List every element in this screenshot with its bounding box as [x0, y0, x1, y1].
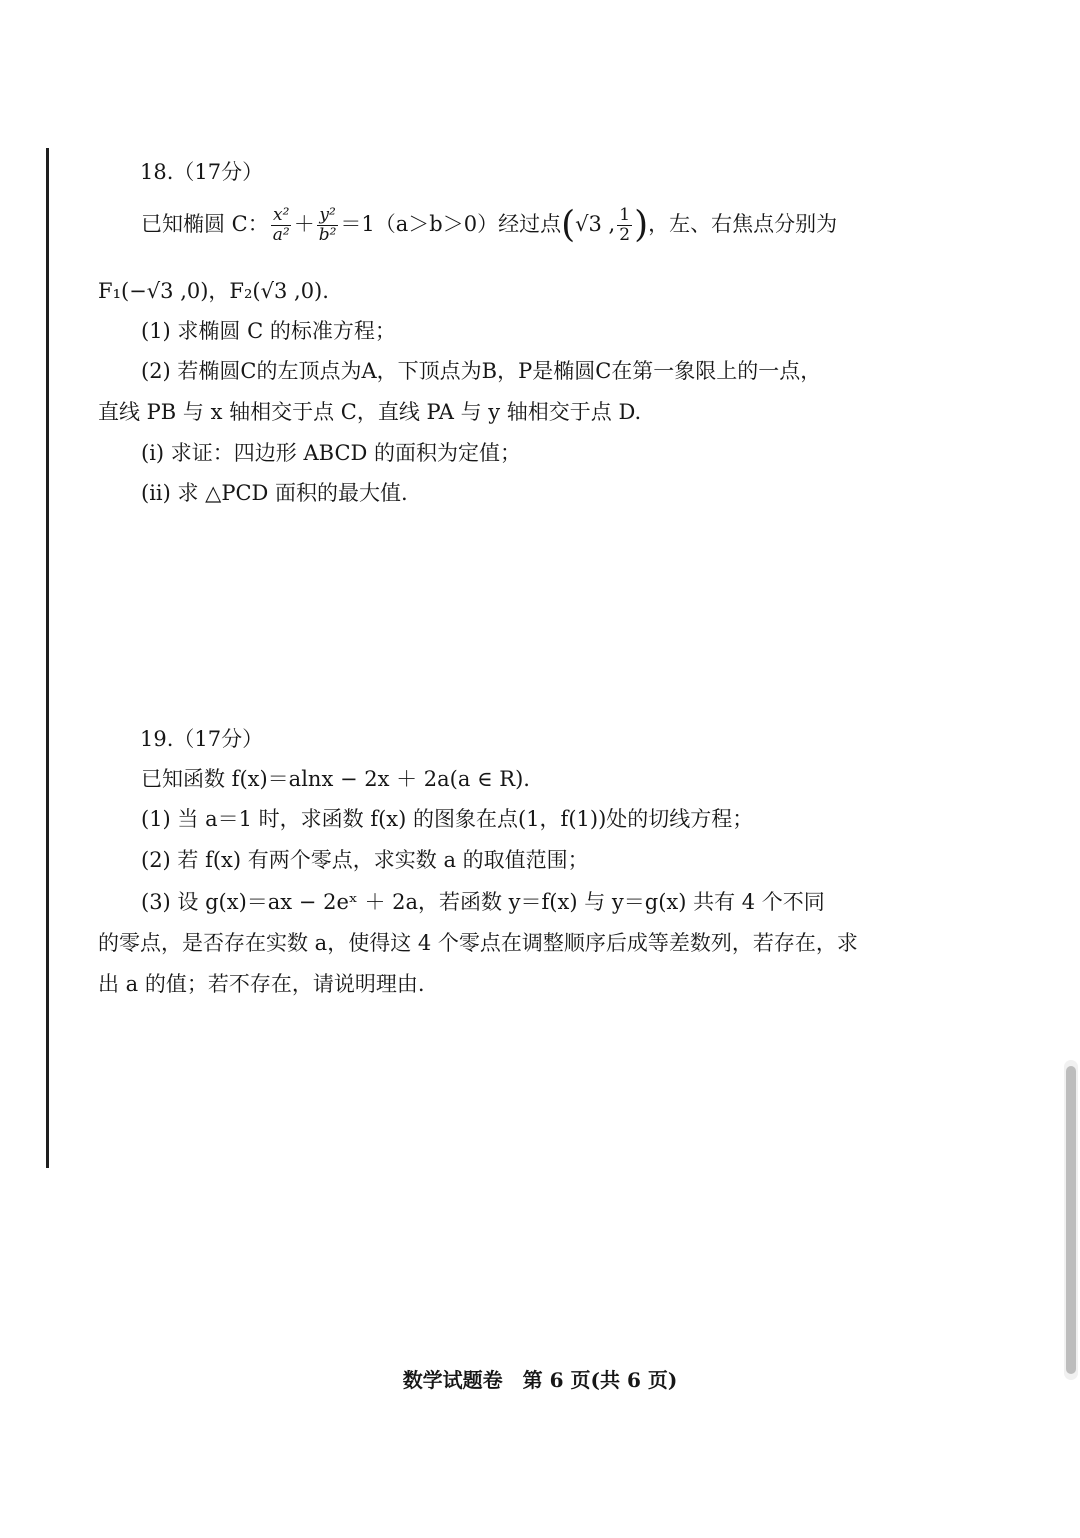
q18-intro-text-3: ，左、右焦点分别为: [648, 212, 838, 236]
q18-part2-i: (i) 求证：四边形 ABCD 的面积为定值；: [141, 441, 522, 465]
fraction-denominator: b²: [318, 225, 337, 245]
fraction-denominator: 2: [619, 225, 631, 245]
fraction-numerator: 1: [619, 205, 631, 225]
plus-sign: ＋: [293, 212, 315, 236]
vertical-scrollbar[interactable]: [1064, 1060, 1078, 1380]
q18-intro-text-1: 已知椭圆 C：: [141, 212, 269, 236]
q18-intro-text-2: ＝1（a＞b＞0）经过点: [340, 212, 562, 236]
q19-heading: 19.（17分）: [140, 727, 264, 751]
q18-part2-line2: 直线 PB 与 x 轴相交于点 C，直线 PA 与 y 轴相交于点 D.: [98, 400, 642, 424]
q19-part1: (1) 当 a＝1 时，求函数 f(x) 的图象在点(1，f(1))处的切线方程；: [141, 807, 754, 831]
q18-intro-line: [141, 202, 837, 246]
q19-part3-line2: 的零点，是否存在实数 a，使得这 4 个零点在调整顺序后成等差数列，若存在，求: [98, 931, 858, 955]
page-footer: 数学试题卷 第 6 页(共 6 页): [402, 1368, 678, 1392]
close-paren: ): [634, 204, 649, 246]
q18-part2-ii: (ii) 求 △PCD 面积的最大值.: [141, 481, 408, 505]
fraction-numerator: y²: [319, 205, 336, 225]
fraction-denominator: a²: [272, 225, 290, 245]
q18-part1: (1) 求椭圆 C 的标准方程；: [141, 319, 396, 343]
q19-part3-line3: 出 a 的值；若不存在，请说明理由.: [98, 972, 425, 996]
q19-part2: (2) 若 f(x) 有两个零点，求实数 a 的取值范围；: [141, 848, 589, 872]
open-paren: (: [561, 204, 576, 246]
q18-fraction-one-half: [617, 206, 632, 245]
q18-fraction-y2-b2: [317, 206, 339, 245]
q18-fraction-x2-a2: [271, 206, 292, 245]
fraction-numerator: x²: [273, 205, 290, 225]
q18-part2-line1: (2) 若椭圆C的左顶点为A，下顶点为B，P是椭圆C在第一象限上的一点，: [141, 359, 822, 383]
point-x-coordinate: √3 ,: [575, 212, 616, 236]
page-margin-rule: [46, 148, 49, 1168]
q18-foci: F₁(−√3 ,0)，F₂(√3 ,0).: [98, 279, 329, 303]
q18-heading: 18.（17分）: [140, 160, 264, 184]
q19-intro: 已知函数 f(x)＝alnx − 2x ＋ 2a(a ∈ R).: [141, 767, 530, 791]
scrollbar-thumb[interactable]: [1066, 1066, 1076, 1374]
q19-part3-line1: (3) 设 g(x)＝ax − 2eˣ ＋ 2a，若函数 y＝f(x) 与 y＝g(x) 共有 4 个不同: [141, 890, 825, 914]
